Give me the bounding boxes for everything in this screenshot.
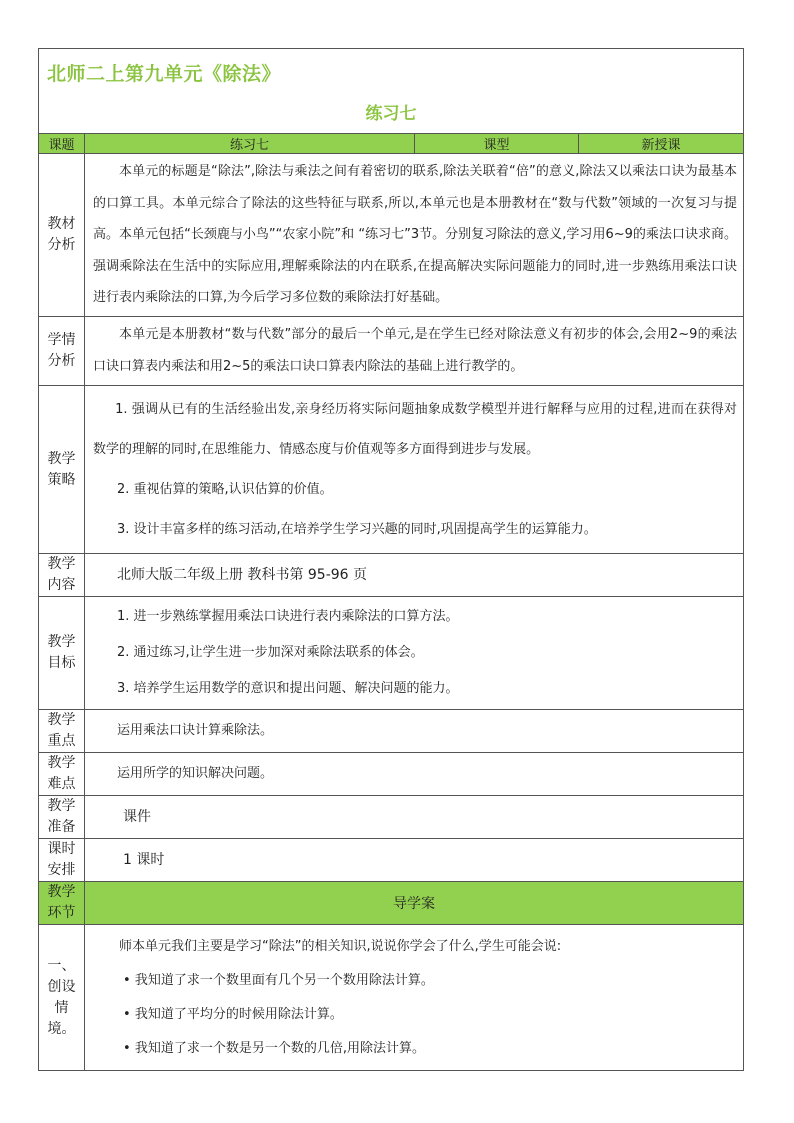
strategy-label: 教学 策略 bbox=[39, 386, 85, 554]
schedule-row bbox=[39, 839, 744, 882]
students-text: 本单元是本册教材“数与代数”部分的最后一个单元,是在学生已经对除法意义有初步的体会,会用2~9的乘法口诀口算表内乘法和用2~5的乘法口诀口算表内除法的基础上进行教学的。 bbox=[93, 327, 737, 374]
schedule-label: 课时 安排 bbox=[39, 839, 85, 882]
title-row bbox=[39, 49, 744, 134]
stage-value: 导学案 bbox=[85, 882, 744, 925]
preparation-text: 课件 bbox=[123, 809, 151, 825]
content-text: 北师大版二年级上册 教科书第 95-96 页 bbox=[117, 567, 368, 583]
difficulties-row bbox=[39, 753, 744, 796]
content-row bbox=[39, 554, 744, 597]
step1-intro: 师本单元我们主要是学习“除法”的相关知识,说说你学会了什么,学生可能会说: bbox=[119, 938, 562, 954]
goals-item-3: 3. 培养学生运用数学的意识和提出问题、解决问题的能力。 bbox=[117, 681, 459, 696]
schedule-text: 1 课时 bbox=[123, 852, 165, 868]
course-value: 练习七 bbox=[85, 134, 415, 154]
strategy-row bbox=[39, 386, 744, 554]
goals-row bbox=[39, 597, 744, 710]
title-cell bbox=[39, 49, 744, 134]
analysis-row bbox=[39, 154, 744, 317]
course-label: 课题 bbox=[39, 134, 85, 154]
preparation-row bbox=[39, 796, 744, 839]
key-points-text: 运用乘法口诀计算乘除法。 bbox=[117, 723, 274, 738]
analysis-text: 本单元的标题是“除法”,除法与乘法之间有着密切的联系,除法关联着“倍”的意义,除法又以乘法口诀为最基本的口算工具。本单元综合了除法的这些特征与联系,所以,本单元也是本册教材在“数与代数”领域的一次复习与提高。本单元包括“长颈鹿与小鸟”“农家小院”和 “练习七”3节。分别复习除法的意义,学习用6~9的乘法口诀求商。强调乘除法在生活中的实际应用,理解乘除法的内在联系,在提高解决实际问题能力的同时,进一步熟练用乘法口诀进行表内乘除法的口算,为今后学习多位数的乘除法打好基础。 bbox=[93, 164, 737, 306]
document-subtitle: 练习七 bbox=[365, 104, 417, 124]
strategy-item-2: 2. 重视估算的策略,认识估算的价值。 bbox=[117, 481, 333, 497]
step1-label: 一、 创设 情 境。 bbox=[39, 925, 85, 1071]
difficulties-text: 运用所学的知识解决问题。 bbox=[117, 766, 274, 781]
students-row bbox=[39, 317, 744, 386]
key-points-label: 教学 重点 bbox=[39, 710, 85, 753]
preparation-label: 教学 准备 bbox=[39, 796, 85, 839]
document-title: 北师二上第九单元《除法》 bbox=[47, 63, 282, 85]
step1-row bbox=[39, 925, 744, 1071]
goals-label: 教学 目标 bbox=[39, 597, 85, 710]
students-label: 学情 分析 bbox=[39, 317, 85, 386]
goals-item-2: 2. 通过练习,让学生进一步加深对乘除法联系的体会。 bbox=[117, 645, 424, 660]
lesson-plan-table bbox=[38, 48, 744, 1071]
step1-bullet-1: • 我知道了求一个数里面有几个另一个数用除法计算。 bbox=[93, 964, 737, 998]
stage-label: 教学 环节 bbox=[39, 882, 85, 925]
lesson-plan-sheet bbox=[38, 48, 743, 1071]
difficulties-label: 教学 难点 bbox=[39, 753, 85, 796]
key-points-row bbox=[39, 710, 744, 753]
type-label: 课型 bbox=[415, 134, 579, 154]
analysis-label: 教材 分析 bbox=[39, 154, 85, 317]
stage-row bbox=[39, 882, 744, 925]
goals-item-1: 1. 进一步熟练掌握用乘法口诀进行表内乘除法的口算方法。 bbox=[117, 609, 459, 624]
step1-bullet-2: • 我知道了平均分的时候用除法计算。 bbox=[93, 998, 737, 1032]
type-value: 新授课 bbox=[579, 134, 744, 154]
course-row bbox=[39, 134, 744, 154]
step1-bullet-3: • 我知道了求一个数是另一个数的几倍,用除法计算。 bbox=[93, 1032, 737, 1066]
strategy-item-1: 1. 强调从已有的生活经验出发,亲身经历将实际问题抽象成数学模型并进行解释与应用的过程,进而在获得对数学的理解的同时,在思维能力、情感态度与价值观等多方面得到进步与发展。 bbox=[93, 401, 737, 457]
content-label: 教学 内容 bbox=[39, 554, 85, 597]
strategy-item-3: 3. 设计丰富多样的练习活动,在培养学生学习兴趣的同时,巩固提高学生的运算能力。 bbox=[117, 521, 597, 537]
